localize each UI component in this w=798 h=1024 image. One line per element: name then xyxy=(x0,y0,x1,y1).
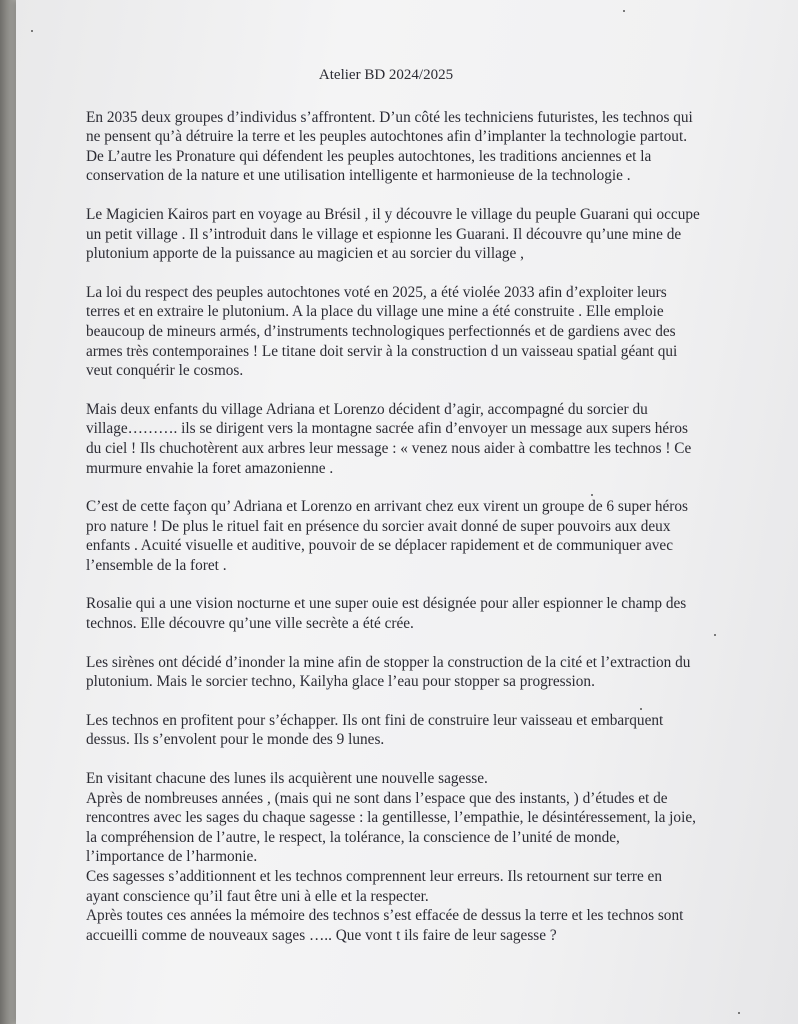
paragraph-rosalie: Rosalie qui a une vision nocturne et une super ouie est désignée pour aller espionner le champ des technos. Elle découvre qu’une ville secrète a été crée. xyxy=(86,595,687,633)
paragraph-law: La loi du respect des peuples autochtones voté en 2025, a été violée 2033 afin d’exploiter leurs terres et en extraire le plutonium. A la place du village une mine a été construite . Elle emploie beaucoup de mineurs armés, d’instruments technologiques perfectionnés et de gardiens avec des armes très contemporaines ! Le titane doit servir à la construction d un vaisseau spatial géant qui veut conquérir le cosmos. xyxy=(86,283,678,380)
paper-speck xyxy=(738,1012,740,1014)
document-title: Atelier BD 2024/2025 xyxy=(318,67,454,83)
paper-speck xyxy=(31,30,33,32)
paragraph-escape: Les technos en profitent pour s’échapper. Ils ont fini de construire leur vaisseau et embarquent dessus. Ils s’envolent pour le monde des 9 lunes. xyxy=(86,711,664,749)
paragraph-kairos: Le Magicien Kairos part en voyage au Brésil , il y découvre le village du peuple Guarani qui occupe un petit village . Il s’introduit dans le village et espionne les Guarani. Il découvre qu’une mine de plutonium apporte de la puissance au magicien et au sorcier du village , xyxy=(86,205,700,263)
paragraph-heroes: C’est de cette façon qu’ Adriana et Lorenzo en arrivant chez eux virent un groupe de 6 super héros pro nature ! De plus le rituel fait en présence du sorcier avait donné de super pouvoirs aux deux enfants . Acuité visuelle et auditive, pouvoir de se déplacer rapidement et de communiquer avec l’ensemble de la foret . xyxy=(86,498,688,574)
paragraph-sirens: Les sirènes ont décidé d’inonder la mine afin de stopper la construction de la cité et l’extraction du plutonium. Mais le sorcier techno, Kailyha glace l’eau pour stopper sa progression. xyxy=(86,653,691,691)
closing-line-moons: En visitant chacune des lunes ils acquièrent une nouvelle sagesse. xyxy=(86,770,488,788)
closing-line-years: Après de nombreuses années , (mais qui ne sont dans l’espace que des instants, ) d’études et de rencontres avec les sages du chaque sagesse : la gentillesse, l’empathie, le désintéressement, la joie, la compréhension de l’autre, le respect, la tolérance, la conscience de l’unité de monde, l’importance de l’harmonie. xyxy=(86,789,696,866)
closing-line-wisdom: Ces sagesses s’additionnent et les technos comprennent leur erreurs. Ils retournent sur terre en ayant conscience qu’il faut être uni à elle et la respecter. xyxy=(86,868,662,905)
document-body xyxy=(86,66,776,945)
paragraph-intro: En 2035 deux groupes d’individus s’affrontent. D’un côté les techniciens futuristes, les technos qui ne pensent qu’à détruire la terre et les peuples autochtones afin d’implanter la technologie partout. De L’autre les Pronature qui défendent les peuples autochtones, les traditions anciennes et la conservation de la nature et une utilisation intelligente et harmonieuse de la technologie . xyxy=(86,108,693,185)
paragraph-children: Mais deux enfants du village Adriana et Lorenzo décident d’agir, accompagné du sorcier du village………. ils se dirigent vers la montagne sacrée afin d’envoyer un message aux supers héros du ciel ! Ils chuchotèrent aux arbres leur message : « venez nous aider à combattre les technos ! Ce murmure envahie la foret amazonienne . xyxy=(86,400,692,477)
paper-speck xyxy=(623,10,625,12)
closing-line-ending: Après toutes ces années la mémoire des technos s’est effacée de dessus la terre et les technos sont accueilli comme de nouveaux sages ….. Que vont t ils faire de leur sagesse ? xyxy=(86,907,684,944)
